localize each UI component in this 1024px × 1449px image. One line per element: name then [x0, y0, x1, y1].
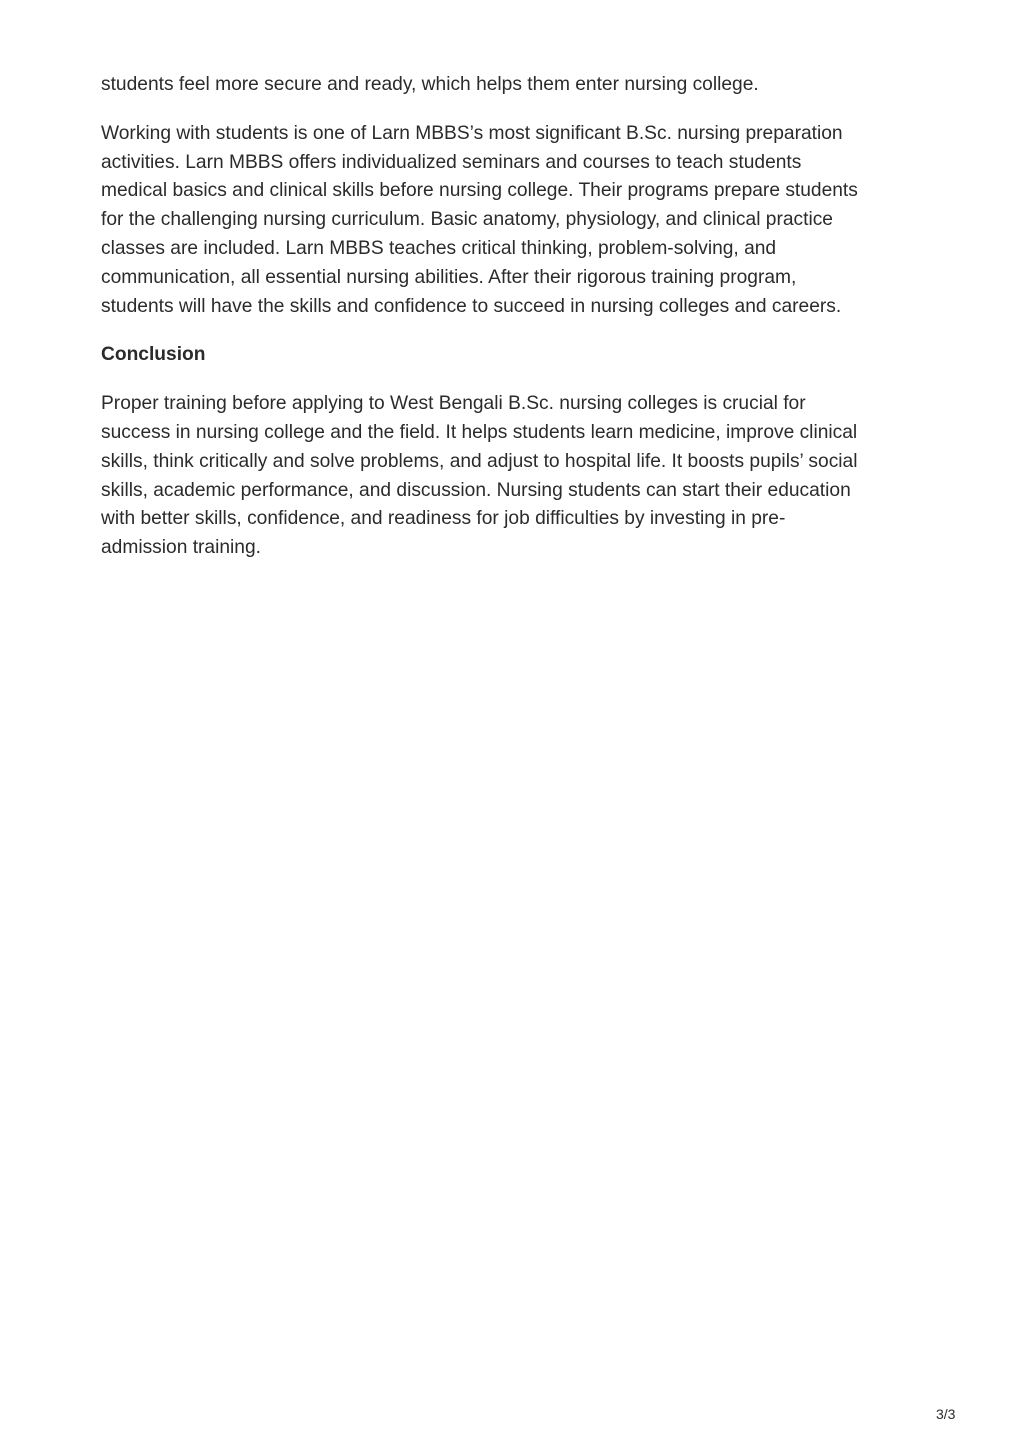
document-page [101, 71, 931, 583]
paragraph-intro-tail: students feel more secure and ready, which helps them enter nursing college. [101, 74, 759, 95]
heading-conclusion: Conclusion [101, 344, 206, 366]
page-number: 3/3 [936, 1406, 956, 1422]
paragraph-conclusion: Proper training before applying to West Bengali B.Sc. nursing colleges is crucial for success in nursing college and the field. It helps students learn medicine, improve clinical skills, think critically and solve problems, and adjust to hospital life. It boosts pupils’ social skills, academic performance, and discussion. Nursing students can start their education with better skills, confidence, and readiness for job difficulties by investing in pre- admission training. [101, 393, 858, 559]
paragraph-larn-mbbs: Working with students is one of Larn MBBS’s most significant B.Sc. nursing preparation activities. Larn MBBS offers individualized seminars and courses to teach students medical basics and clinical skills before nursing college. Their programs prepare students for the challenging nursing curriculum. Basic anatomy, physiology, and clinical practice classes are included. Larn MBBS teaches critical thinking, problem-solving, and communication, all essential nursing abilities. After their rigorous training program, students will have the skills and confidence to succeed in nursing colleges and careers. [101, 122, 858, 317]
